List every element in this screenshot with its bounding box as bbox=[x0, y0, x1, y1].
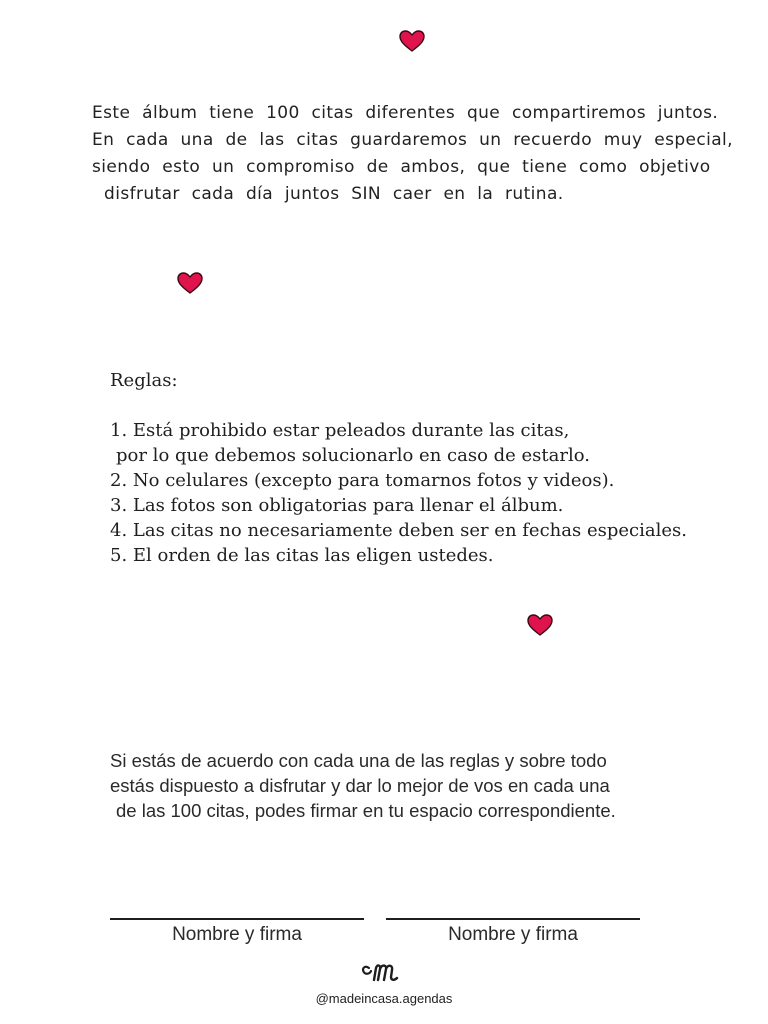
heart-icon bbox=[177, 272, 203, 294]
rule-line: 4. Las citas no necesariamente deben ser en fechas especiales. bbox=[110, 520, 687, 541]
footer-handle: @madeincasa.agendas bbox=[315, 991, 453, 1006]
intro-line: siendo esto un compromiso de ambos, que tiene como objetivo bbox=[92, 157, 711, 177]
rules-section bbox=[110, 368, 750, 568]
rules-title: Reglas: bbox=[110, 370, 178, 391]
rule-line: por lo que debemos solucionarlo en caso de estarlo. bbox=[116, 445, 590, 466]
rule-line: 1. Está prohibido estar peleados durante las citas, bbox=[110, 420, 570, 441]
signature-field-left[interactable] bbox=[110, 918, 364, 946]
intro-line: Este álbum tiene 100 citas diferentes que compartiremos juntos. bbox=[92, 103, 719, 123]
signature-label: Nombre y firma bbox=[448, 924, 578, 945]
rule-line: 3. Las fotos son obligatorias para llenar el álbum. bbox=[110, 495, 564, 516]
intro-line: disfrutar cada día juntos SIN caer en la rutina. bbox=[104, 184, 564, 204]
signature-line bbox=[386, 918, 640, 920]
intro-line: En cada una de las citas guardaremos un recuerdo muy especial, bbox=[92, 130, 733, 150]
signature-field-right[interactable] bbox=[386, 918, 640, 946]
intro-paragraph bbox=[92, 100, 732, 208]
signature-line bbox=[110, 918, 364, 920]
logo-icon bbox=[360, 956, 408, 986]
agreement-line: de las 100 citas, podes firmar en tu espacio correspondiente. bbox=[116, 800, 616, 821]
rule-line: 5. El orden de las citas las eligen ustedes. bbox=[110, 545, 494, 566]
rule-line: 2. No celulares (excepto para tomarnos fotos y videos). bbox=[110, 470, 615, 491]
agreement-paragraph bbox=[110, 748, 730, 823]
agreement-line: Si estás de acuerdo con cada una de las reglas y sobre todo bbox=[110, 750, 607, 771]
agreement-line: estás dispuesto a disfrutar y dar lo mejor de vos en cada una bbox=[110, 775, 610, 796]
heart-icon bbox=[527, 614, 553, 636]
heart-icon bbox=[399, 30, 425, 52]
signature-label: Nombre y firma bbox=[172, 924, 302, 945]
